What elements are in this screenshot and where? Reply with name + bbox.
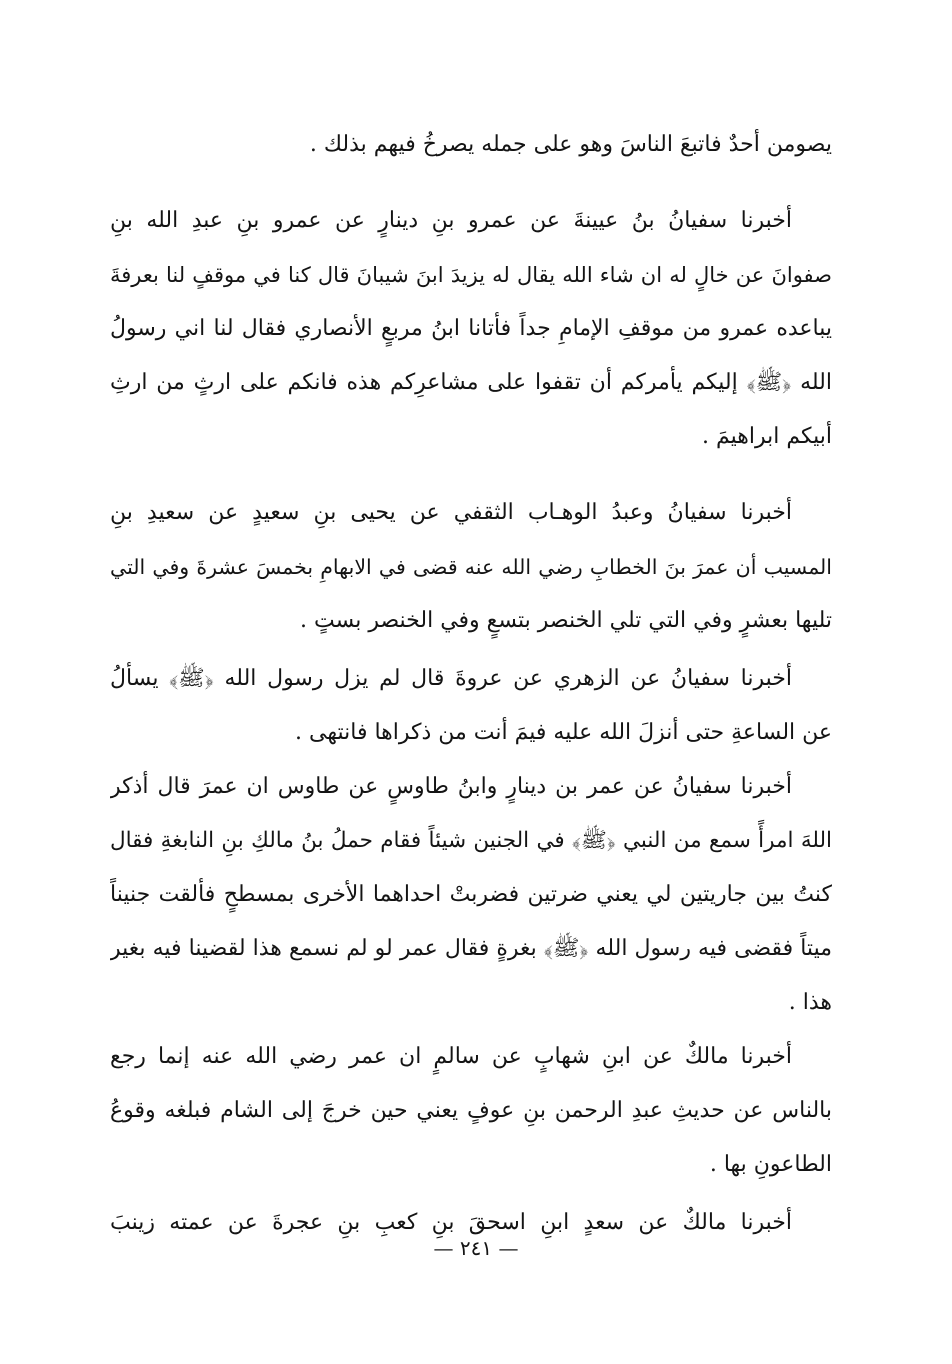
paragraph bbox=[110, 486, 832, 648]
text-line: صفوانَ عن خالٍ له ان شاء الله يقال له يزيدَ ابنَ شيبانَ قال كنا في موقفٍ لنا بعرفةَ bbox=[110, 263, 832, 287]
text-line: أخبرنا مالكٌ عن ابنِ شهابٍ عن سالمٍ ان عمر رضي الله عنه إنما رجع bbox=[110, 1044, 792, 1069]
paragraph bbox=[110, 760, 832, 1030]
text-line: أخبرنا سفيانُ عن عمر بن دينارٍ وابنُ طاوسٍ عن طاوس ان عمرَ قال أذكر bbox=[110, 774, 792, 799]
paragraph bbox=[110, 194, 832, 464]
text-line: أخبرنا سفيانُ عن الزهري عن عروةَ قال لم يزل رسول الله ﴿ﷺ﴾ يسألُ bbox=[110, 666, 792, 691]
text-line: ميتاً فقضى فيه رسول الله ﴿ﷺ﴾ بغرةٍ فقال عمر لو لم نسمع هذا لقضينا فيه بغير bbox=[110, 936, 832, 961]
text-line: كنتُ بين جاريتين لي يعني ضرتين فضربتْ احداهما الأخرى بمسطحٍ فألقت جنيناً bbox=[110, 882, 832, 907]
text-line: أبيكم ابراهيمَ . bbox=[701, 424, 832, 449]
text-line: بالناس عن حديثِ عبدِ الرحمن بنِ عوفٍ يعني حين خرجَ إلى الشام فبلغه وقوعُ bbox=[110, 1098, 832, 1123]
text-line: يباعده عمرو من موقفِ الإمامِ جداً فأتانا ابنُ مربعٍ الأنصاري فقال لنا اني رسولُ bbox=[110, 316, 832, 341]
text-line: الله ﴿ﷺ﴾ إليكم يأمركم أن تقفوا على مشاعرِكم هذه فانكم على ارثٍ من ارثِ bbox=[110, 370, 832, 395]
text-line: تليها بعشرٍ وفي التي تلي الخنصر بتسعٍ وفي الخنصر بستٍ . bbox=[300, 608, 832, 633]
page-number: — ٢٤١ — bbox=[433, 1236, 519, 1260]
text-line: أخبرنا مالكٌ عن سعدٍ ابنِ اسحقَ بنِ كعبِ بنِ عجرةَ عن عمته زينبَ bbox=[110, 1210, 792, 1235]
text-line: يصومن أحدٌ فاتبعَ الناسَ وهو على جمله يصرخُ فيهم بذلك . bbox=[309, 132, 832, 157]
text-line: المسيب أن عمرَ بنَ الخطابِ رضي الله عنه قضى في الابهامِ بخمسَ عشرةَ وفي التي bbox=[110, 555, 832, 579]
text-line: عن الساعةِ حتى أنزلَ الله عليه فيمَ أنت من ذكراها فانتهى . bbox=[295, 720, 832, 745]
text-line: الطاعونِ بها . bbox=[709, 1152, 832, 1177]
text-line: أخبرنا سفيانُ وعبدُ الوهـاب الثقفي عن يحيى بنِ سعيدٍ عن سعيدِ بنِ bbox=[110, 500, 792, 525]
paragraph bbox=[110, 652, 832, 760]
text-line: أخبرنا سفيانُ بنُ عيينةَ عن عمرو بنِ دينارٍ عن عمرو بنِ عبدِ الله بنِ bbox=[110, 208, 792, 233]
paragraph bbox=[110, 1030, 832, 1192]
text-line: اللهَ امرأً سمع من النبي ﴿ﷺ﴾ في الجنين شيئاً فقام حملُ بنُ مالكِ بنِ النابغةِ فقال bbox=[110, 828, 832, 853]
paragraph bbox=[110, 118, 832, 172]
body-text bbox=[110, 118, 832, 1250]
text-line: هذا . bbox=[788, 990, 832, 1015]
